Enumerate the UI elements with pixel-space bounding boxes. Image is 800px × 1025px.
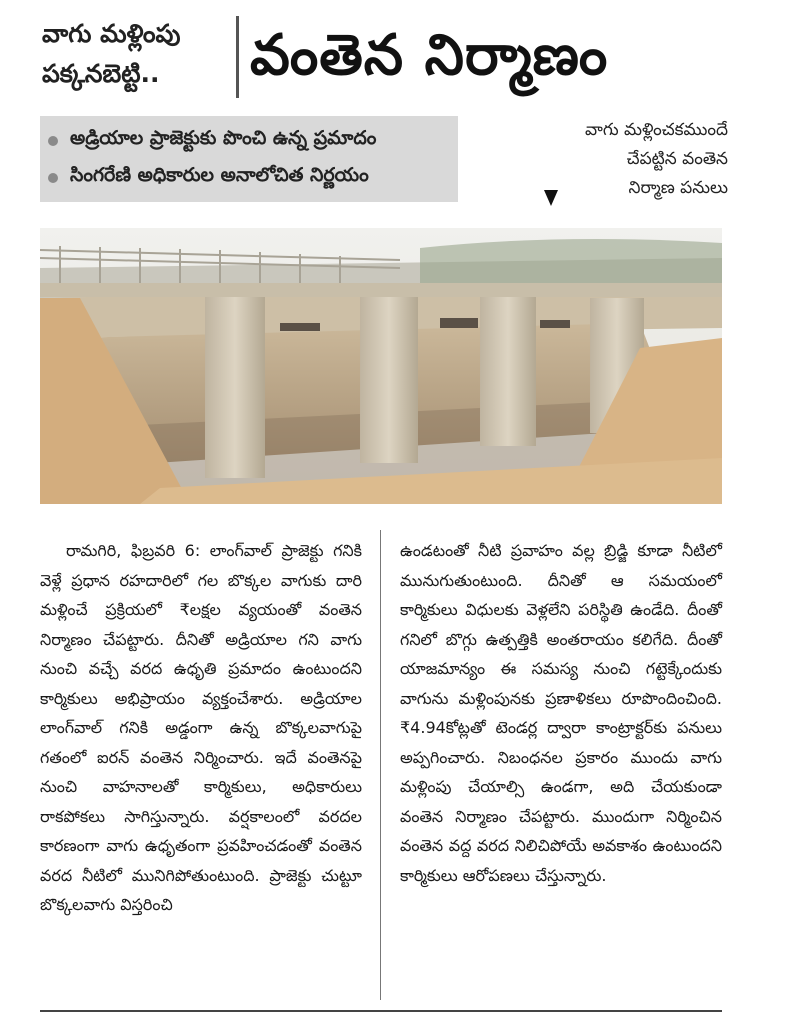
bridge-pier — [480, 296, 536, 446]
article-column-right: ఉండటంతో నీటి ప్రవాహం వల్ల బ్రిడ్జి కూడా నీటిలో మునుగుతుంటుంది. దీనితో ఆ సమయంలో కార్మికులు విధులకు వెళ్లలేని పరిస్థితి ఉండేది. దీంతో గనిలో బొగ్గు ఉత్పత్తికి అంతరాయం కలిగేది. దీంతో యాజమాన్యం ఈ సమస్య నుంచి గట్టెక్కేందుకు వాగును మళ్లింపునకు ప్రణాళికలు రూపొందించింది. ₹4.94కోట్లతో టెండర్ల ద్వారా కాంట్రాక్టర్‌కు పనులు అప్పగించారు. నిబంధనల ప్రకారం ముందు వాగు మళ్లింపు చేయాల్సి ఉండగా, అది చేయకుండా వంతెన నిర్మాణం చేపట్టారు. ముందుగా నిర్మించిన వంతెన వద్ద వరద నిలిచిపోయే అవకాశం ఉంటుందని కార్మికులు ఆరోపణలు చేస్తున్నారు. — [400, 541, 722, 885]
caption-line-2: చేపట్టిన వంతెన — [626, 149, 728, 169]
bullet-text: అడ్రియాల ప్రాజెక్టుకు పొంచి ఉన్న ప్రమాదం — [70, 127, 377, 149]
bottom-rule — [40, 1010, 722, 1012]
kicker — [42, 14, 232, 94]
article-column-left: రామగిరి, ఫిబ్రవరి 6: లాంగ్‌వాల్ ప్రాజెక్టు గనికి వెళ్లే ప్రధాన రహదారిలో గల బొక్కల వాగుకు దారి మళ్లించే ప్రక్రియలో ₹లక్షల వ్యయంతో వంతెన నిర్మాణం చేపట్టారు. దీనితో అడ్రియాల గని వాగు నుంచి వచ్చే వరద ఉధృతి ప్రమాదం ఉంటుందని కార్మికులు అభిప్రాయం వ్యక్తంచేశారు. అడ్రియాల లాంగ్‌వాల్ గనికి అడ్డంగా ఉన్న బొక్కలవాగుపై గతంలో ఐరన్ వంతెన నిర్మించారు. ఇదే వంతెనపై నుంచి వాహనాలతో కార్మికులు, అధికారులు రాకపోకలు సాగిస్తున్నారు. వర్షకాలంలో వరదల కారణంగా వాగు ఉధృతంగా ప్రవహించడంతో వంతెన వరద నీటిలో మునిగిపోతుంటుంది. ప్రాజెక్టు చుట్టూ బొక్కలవాగు విస్తరించి — [40, 541, 362, 914]
bridge-photo-illustration — [40, 228, 722, 504]
bullet-item — [48, 159, 450, 196]
bridge-construction-photo — [40, 228, 722, 504]
bridge-pier — [205, 288, 265, 478]
column-rule — [380, 530, 381, 1000]
photo-caption — [468, 116, 728, 203]
headline: వంతెన నిర్మాణం — [250, 23, 609, 88]
caption-line-1: వాగు మళ్లించకముందే — [585, 120, 728, 140]
bullet-dot-icon — [48, 173, 58, 183]
kicker-line-1: వాగు మళ్లింపు — [42, 19, 181, 48]
bullet-item — [48, 122, 450, 159]
arrow-down-icon — [544, 190, 558, 206]
bullet-dot-icon — [48, 136, 58, 146]
headline-divider — [236, 16, 239, 98]
tree-line — [420, 239, 722, 288]
caption-line-3: నిర్మాణ పనులు — [628, 178, 728, 198]
kicker-line-2: పక్కనబెట్టి.. — [42, 59, 160, 88]
bridge-pier — [360, 293, 418, 463]
bullet-box — [40, 116, 458, 202]
bullet-text: సింగరేణి అధికారుల అనాలోచిత నిర్ణయం — [70, 164, 369, 186]
bridge-deck — [40, 283, 722, 297]
